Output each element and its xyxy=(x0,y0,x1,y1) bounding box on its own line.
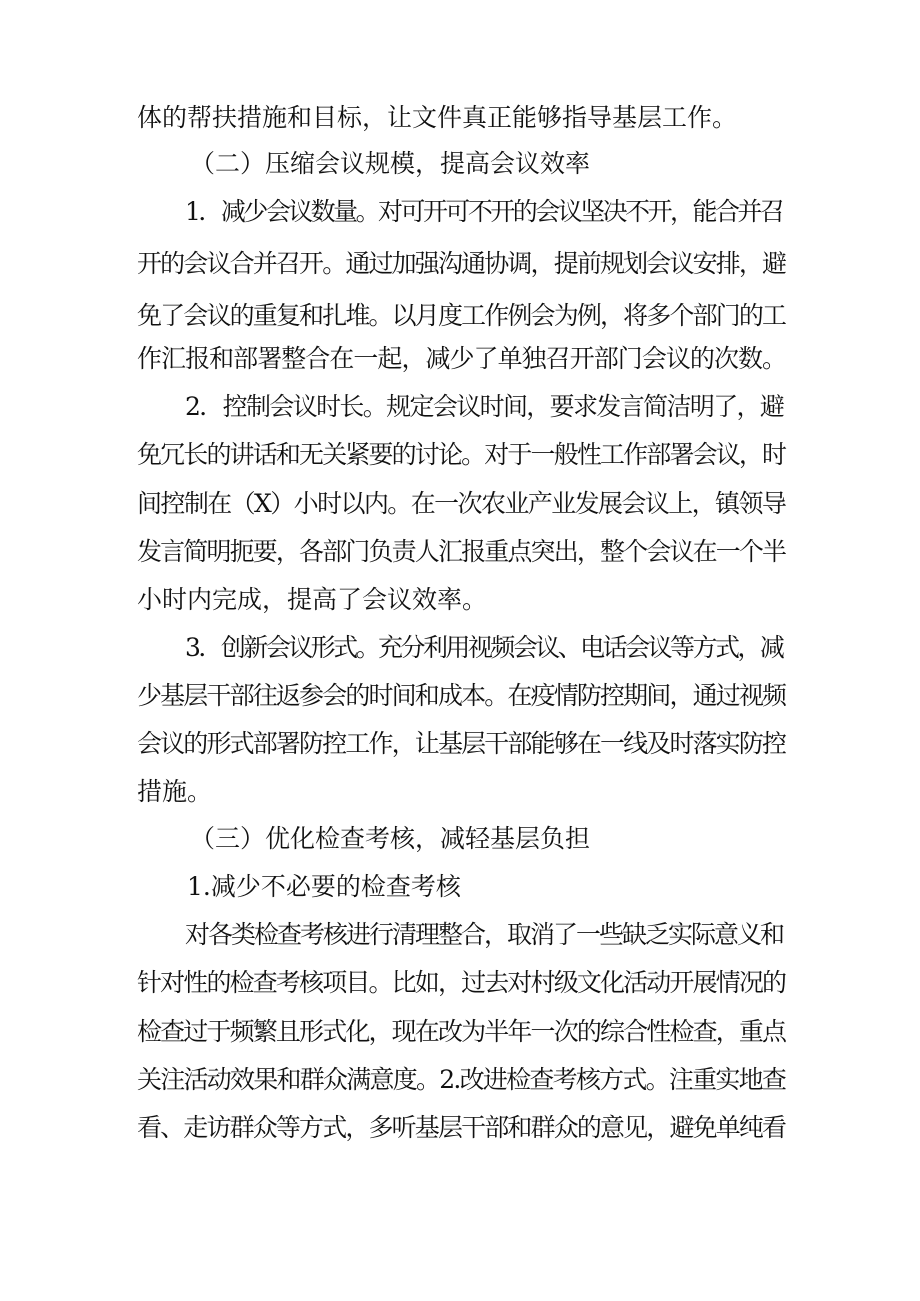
paragraph-line-5: 看、走访群众等方式，多听基层干部和群众的意见，避免单纯看 xyxy=(137,1113,786,1142)
item-2-line-4: 发言简明扼要，各部门负责人汇报重点突出，整个会议在一个半 xyxy=(137,537,786,566)
sub-item-1-title: 1.减少不必要的检查考核 xyxy=(187,872,461,901)
section-heading-2: （二）压缩会议规模，提高会议效率 xyxy=(190,149,591,178)
item-1-line-2: 开的会议合并召开。通过加强沟通协调，提前规划会议安排，避 xyxy=(137,249,786,278)
item-2-line-3: 间控制在（X）小时以内。在一次农业产业发展会议上，镇领导 xyxy=(137,489,786,518)
paragraph-line-1: 对各类检查考核进行清理整合，取消了一些缺乏实际意义和 xyxy=(185,920,784,949)
item-2-line-2: 免冗长的讲话和无关紧要的讨论。对于一般性工作部署会议，时 xyxy=(137,440,786,469)
item-3-line-2: 少基层干部往返参会的时间和成本。在疫情防控期间，通过视频 xyxy=(137,681,786,710)
paragraph-line-3: 检查过于频繁且形式化，现在改为半年一次的综合性检查，重点 xyxy=(137,1017,786,1046)
section-heading-3: （三）优化检查考核，减轻基层负担 xyxy=(190,824,591,853)
item-1-line-4: 作汇报和部署整合在一起，减少了单独召开部门会议的次数。 xyxy=(137,344,787,373)
item-2-line-5: 小时内完成，提高了会议效率。 xyxy=(137,585,488,614)
item-1-line-1: 1．减少会议数量。对可开可不开的会议坚决不开，能合并召 xyxy=(185,197,783,226)
item-3-line-4: 措施。 xyxy=(137,777,213,806)
item-3-line-3: 会议的形式部署防控工作，让基层干部能够在一线及时落实防控 xyxy=(137,729,786,758)
body-line-1: 体的帮扶措施和目标，让文件真正能够指导基层工作。 xyxy=(137,103,738,132)
paragraph-line-2: 针对性的检查考核项目。比如，过去对村级文化活动开展情况的 xyxy=(137,968,786,997)
item-3-line-1: 3．创新会议形式。充分利用视频会议、电话会议等方式，减 xyxy=(185,633,783,662)
paragraph-line-4: 关注活动效果和群众满意度。2.改进检查考核方式。注重实地查 xyxy=(137,1065,786,1094)
item-1-line-3: 免了会议的重复和扎堆。以月度工作例会为例，将多个部门的工 xyxy=(137,301,786,330)
item-2-line-1: 2．控制会议时长。规定会议时间，要求发言简洁明了，避 xyxy=(185,392,784,421)
